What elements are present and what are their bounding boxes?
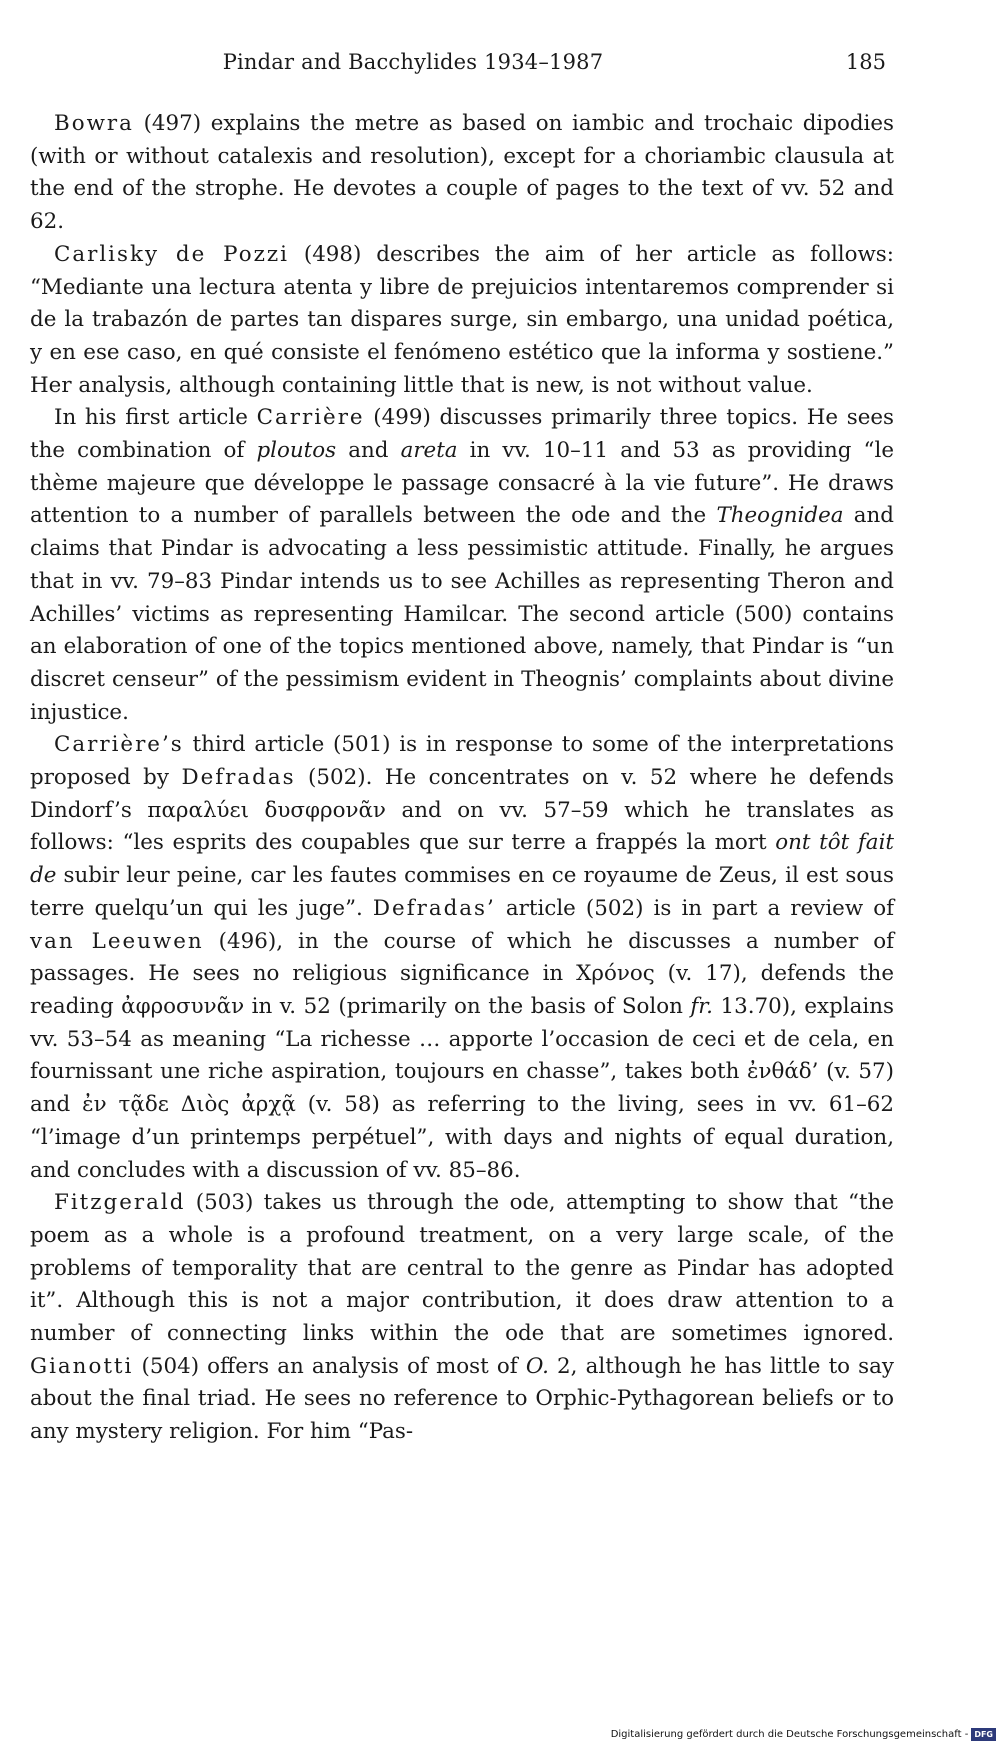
- italic-text: Theognidea: [716, 503, 844, 529]
- paragraph-text: subir leur peine, car les fautes commises en ce royaume de Zeus, il est sous terre quelqu’un qui les juge”.: [30, 863, 894, 921]
- running-head: [0, 44, 1000, 80]
- digitization-footer: [560, 1727, 996, 1743]
- author-name: Carlisky de Pozzi: [54, 241, 289, 267]
- paragraph-text: (502). He concentrates on v. 52 where he defends Dindorf’s παραλύει δυσφρονᾶν and on vv. 57–59 which he translates as follows: “les esprits des coupables que sur terre a frappés la mort: [30, 765, 895, 856]
- paragraph: [30, 1187, 894, 1449]
- author-name: Fitzgerald: [54, 1190, 186, 1216]
- paragraph-text: and: [336, 438, 401, 464]
- paragraph-text: 2, although he has little to say about the final triad. He sees no reference to Orphic-Pythagorean beliefs or to any mystery religion. For him “Pas-: [30, 1353, 894, 1445]
- author-name: Carrière: [256, 405, 365, 431]
- body-text: [30, 108, 894, 1449]
- italic-text: O.: [525, 1353, 549, 1379]
- paragraph-text: (499) discusses primarily three topics. He sees the combination of: [30, 405, 894, 464]
- paragraph: [30, 729, 894, 1187]
- author-name: Defradas: [181, 765, 296, 791]
- paragraph-text: (498) describes the aim of her article as follows: “Mediante una lectura atenta y libre de prejuicios intentaremos comprender si de la trabazón de partes tan dispares surge, sin embargo, una unidad poética, y en ese caso, en qué consiste el fenómeno estético que la informa y sostiene.” Her analysis, although containing little that is new, is not without value.: [30, 241, 894, 398]
- paragraph-text: In his first article: [54, 405, 257, 431]
- author-name: Gianotti: [30, 1353, 134, 1379]
- paragraph-text: and claims that Pindar is advocating a less pessimistic attitude. Finally, he argues that in vv. 79–83 Pindar intends us to see Achilles as representing Theron and Achilles’ victims as representing Hamilcar. The second article (500) contains an elaboration of one of the topics mentioned above, namely, that Pindar is “un discret censeur” of the pessimism evident in Theognis’ complaints about divine injustice.: [30, 503, 894, 725]
- italic-text: ont tôt fait de: [30, 830, 895, 889]
- paragraph-text: article (502) is in part a review of: [495, 895, 895, 921]
- italic-text: areta: [400, 438, 458, 464]
- paragraph-text: third article (501) is in response to some of the interpretations proposed by: [30, 732, 894, 791]
- paragraph-text: (503) takes us through the ode, attempting to show that “the poem as a whole is a profound treatment, on a very large scale, of the problems of temporality that are central to the genre as Pindar has adopted it”. Although this is not a major contribution, it does draw attention to a number of connecting links within the ode that are sometimes ignored.: [30, 1190, 894, 1347]
- dfg-logo: DFG: [971, 1728, 996, 1741]
- paragraph-text: (496), in the course of which he discusses a number of passages. He sees no religious significance in Χρόνος (v. 17), defends the reading ἀφροσυνᾶν in v. 52 (primarily on the basis of Solon: [30, 928, 894, 1019]
- paragraph: [30, 108, 894, 239]
- paragraph-text: 13.70), explains vv. 53–54 as meaning “La richesse … apporte l’occasion de ceci et de cela, en fournissant une riche aspiration, toujours en chasse”, takes both ἐνθάδ’ (v. 57) and ἐν τᾷδε Διὸς ἀρχᾷ (v. 58) as referring to the living, sees in vv. 61–62 “l’image d’un printemps perpétuel”, with days and nights of equal duration, and concludes with a discussion of vv. 85–86.: [30, 993, 894, 1183]
- paragraph: [30, 402, 894, 729]
- paragraph-text: (504) offers an analysis of most of: [133, 1353, 526, 1379]
- paragraph-text: in vv. 10–11 and 53 as providing “le thème majeure que développe le passage consacré à la vie future”. He draws attention to a number of parallels between the ode and the: [30, 438, 894, 529]
- italic-text: ploutos: [256, 438, 337, 464]
- running-title: Pindar and Bacchylides 1934–1987: [222, 50, 604, 74]
- author-name: Bowra: [54, 111, 134, 136]
- footer-credit: Digitalisierung gefördert durch die Deutsche Forschungsgemeinschaft -: [610, 1729, 969, 1740]
- author-name: Carrière’s: [54, 732, 184, 758]
- page-number: 185: [845, 50, 886, 74]
- paragraph-text: (497) explains the metre as based on iambic and trochaic dipodies (with or without catalexis and resolution), except for a choriambic clausula at the end of the strophe. He devotes a couple of pages to the text of vv. 52 and 62.: [30, 111, 894, 235]
- author-name: van Leeuwen: [30, 928, 204, 954]
- paragraph: [30, 239, 894, 403]
- italic-text: fr.: [690, 993, 713, 1019]
- author-name: Defradas’: [372, 895, 496, 921]
